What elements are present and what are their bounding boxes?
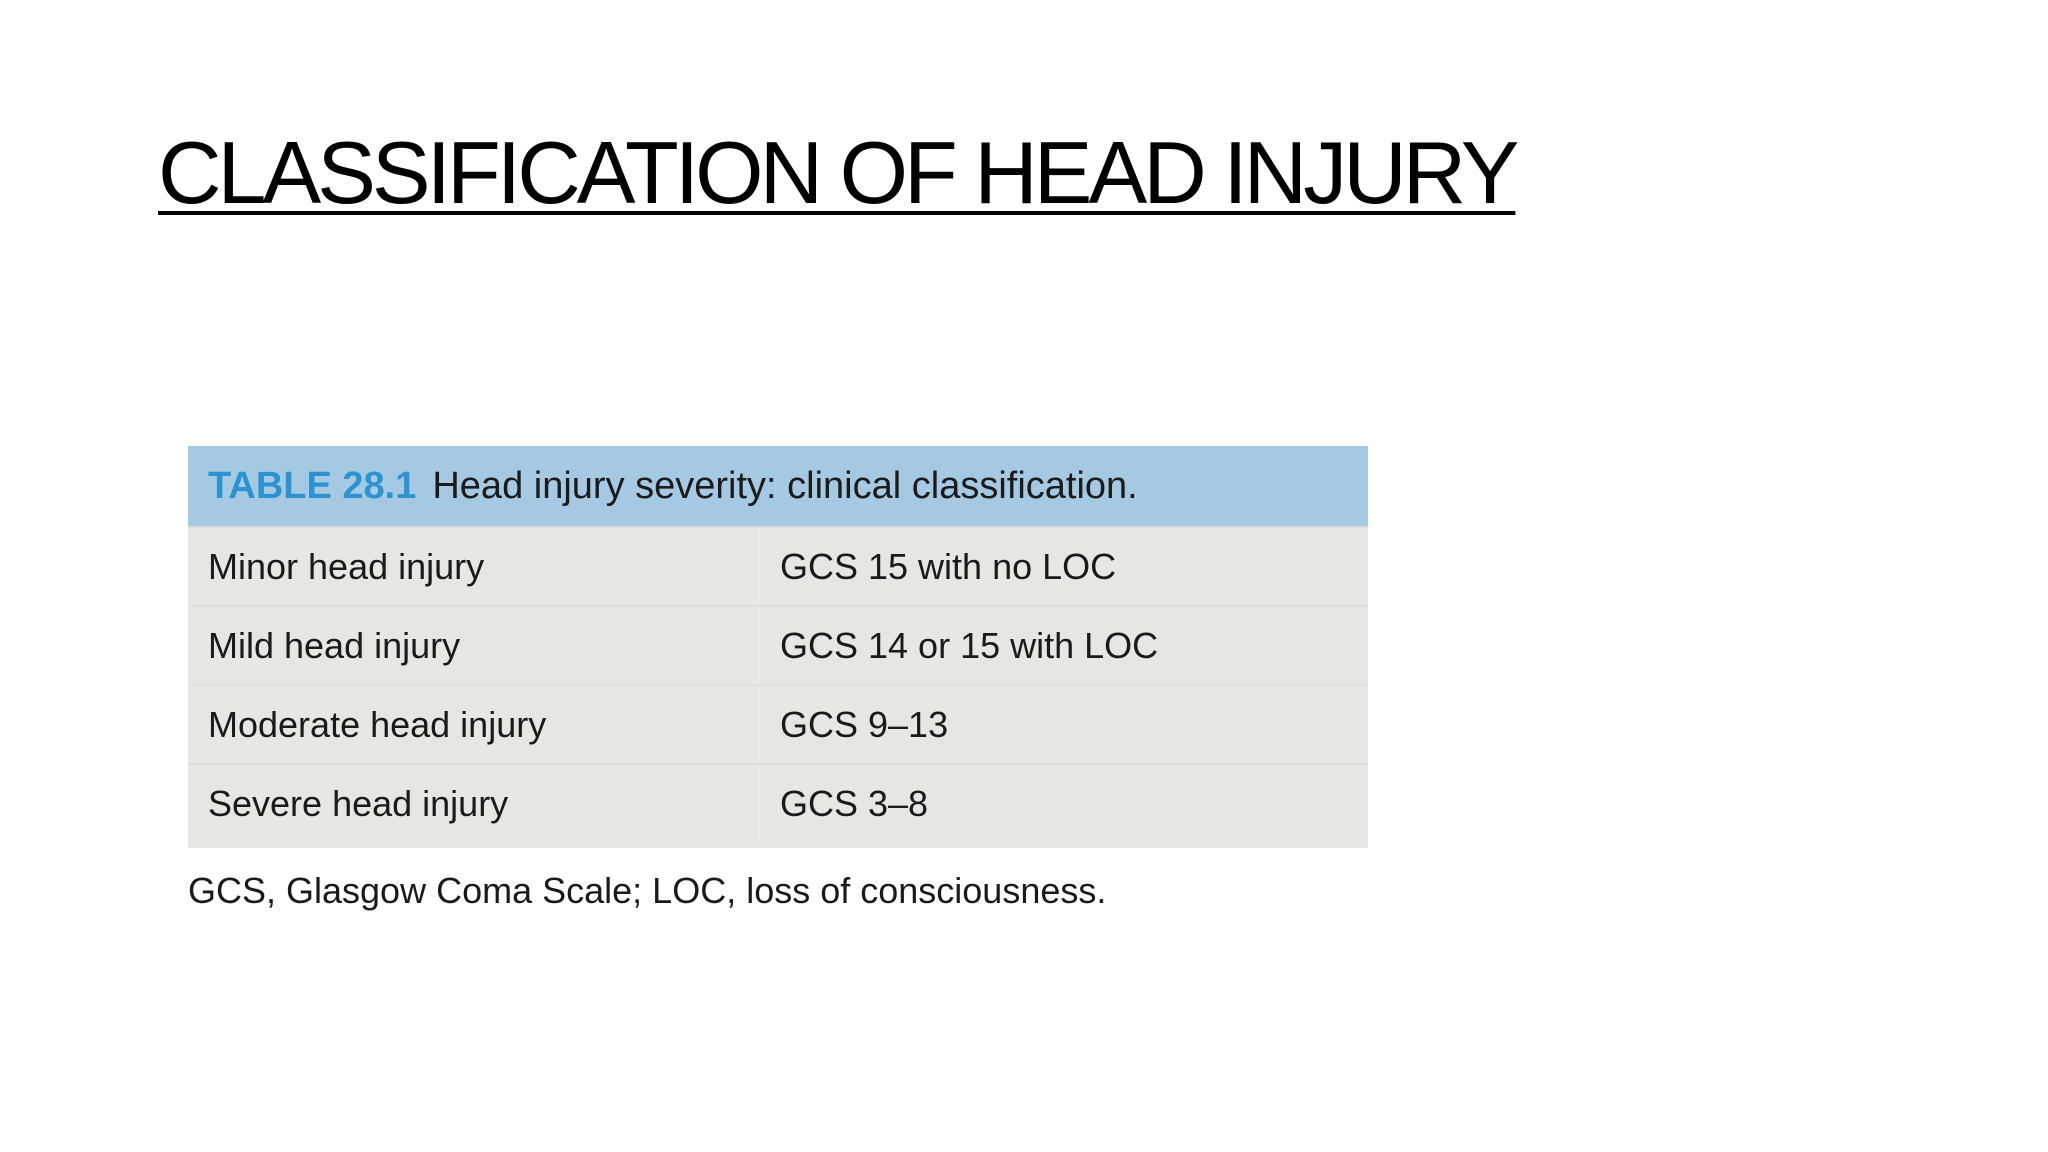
- criteria-cell: GCS 14 or 15 with LOC: [758, 607, 1158, 684]
- category-cell: Moderate head injury: [208, 703, 547, 745]
- table-row: [188, 686, 1368, 765]
- category-cell: Minor head injury: [208, 545, 485, 587]
- criteria-cell: GCS 3–8: [758, 765, 928, 842]
- category-cell: Severe head injury: [208, 782, 509, 824]
- table-number: TABLE 28.1: [208, 464, 417, 507]
- category-cell: Mild head injury: [208, 624, 461, 666]
- table-row: [188, 765, 1368, 842]
- table-header: [188, 446, 1368, 528]
- table-row: [188, 607, 1368, 686]
- criteria-cell: GCS 9–13: [758, 686, 948, 763]
- table-footnote: GCS, Glasgow Coma Scale; LOC, loss of consciousness.: [188, 870, 1107, 911]
- table-body: [188, 528, 1368, 848]
- slide-title: CLASSIFICATION OF HEAD INJURY: [158, 123, 1516, 222]
- table-figure: [188, 446, 1368, 912]
- table-caption: Head injury severity: clinical classification.: [432, 464, 1138, 507]
- table-row: [188, 528, 1368, 607]
- criteria-cell: GCS 15 with no LOC: [758, 528, 1116, 605]
